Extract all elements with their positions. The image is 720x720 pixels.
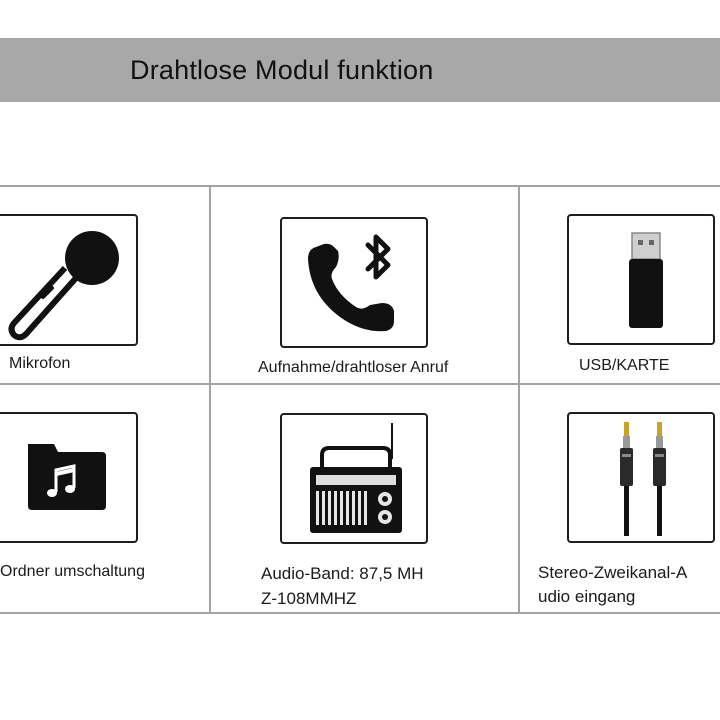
radio-icon [282, 415, 428, 544]
page-title: Drahtlose Modul funktion [130, 55, 434, 85]
feature-label-audio-band-line2: Z-108MMHZ [261, 589, 357, 608]
table-top-border [0, 185, 720, 187]
table-middle-border [0, 383, 720, 385]
title-banner [0, 38, 720, 102]
feature-label-stereo-line1: Stereo-Zweikanal-A [538, 563, 688, 582]
feature-label-stereo-line2: udio eingang [538, 587, 636, 606]
aux-cable-icon-box [567, 412, 715, 543]
usb-stick-icon [569, 216, 715, 345]
feature-label-folder-switch: Ordner umschaltung [0, 563, 145, 580]
radio-icon-box [280, 413, 428, 544]
folder-icon-box [0, 412, 138, 543]
table-bottom-border [0, 612, 720, 614]
aux-cable-icon [569, 414, 715, 543]
feature-label-audio-band-line1: Audio-Band: 87,5 MH [261, 564, 424, 583]
feature-label-microphone: Mikrofon [9, 355, 71, 372]
phone-icon-box [280, 217, 428, 348]
table-divider-1 [209, 185, 211, 614]
feature-label-usb-card: USB/KARTE [579, 357, 670, 374]
microphone-icon-box [0, 214, 138, 346]
music-folder-icon [0, 414, 138, 543]
microphone-icon [0, 216, 138, 346]
usb-icon-box [567, 214, 715, 345]
feature-label-recording-call: Aufnahme/drahtloser Anruf [258, 359, 449, 376]
table-divider-2 [518, 185, 520, 614]
phone-bluetooth-icon [282, 219, 428, 348]
